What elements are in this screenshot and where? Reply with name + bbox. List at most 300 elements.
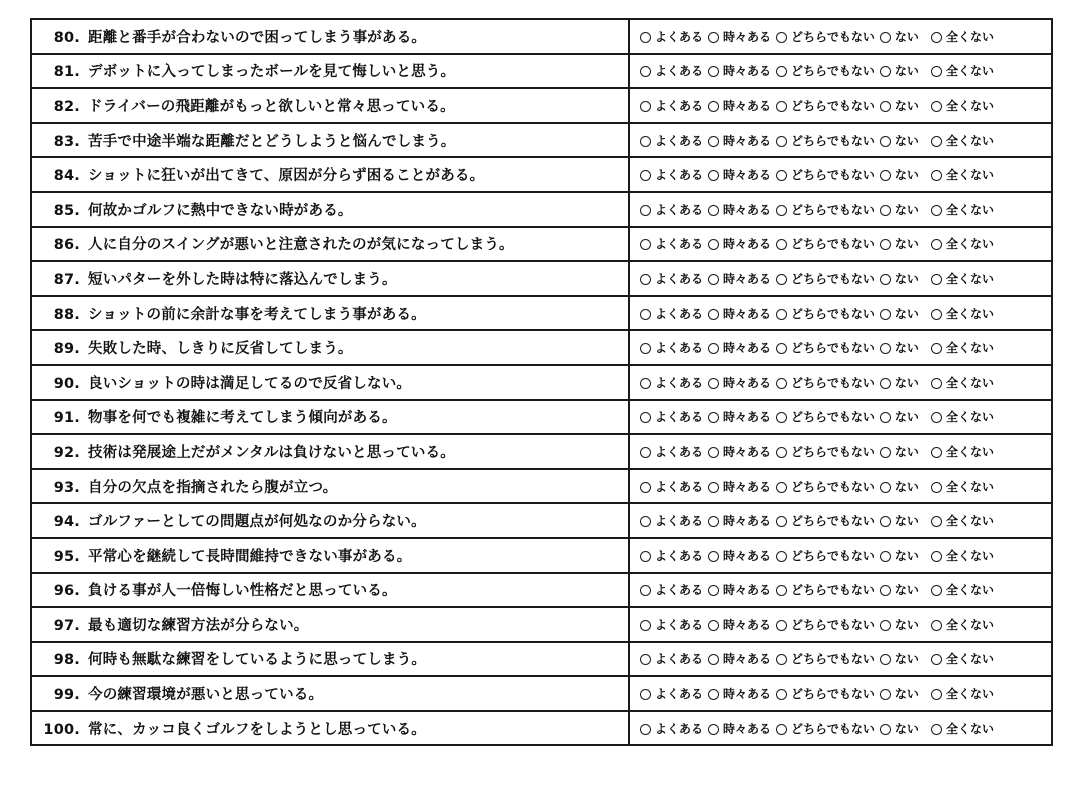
radio-circle-icon[interactable] (776, 724, 787, 735)
answer-option[interactable] (640, 374, 703, 391)
radio-circle-icon[interactable] (931, 170, 942, 181)
question-cell (31, 192, 629, 227)
question-text: 人に自分のスイングが悪いと注意されたのが気になってしまう。 (88, 237, 514, 254)
answer-option[interactable] (640, 28, 703, 45)
radio-circle-icon[interactable] (880, 274, 891, 285)
answer-option[interactable] (880, 235, 919, 252)
answer-option[interactable] (776, 270, 875, 287)
answer-option-label: 全くない (945, 64, 994, 79)
radio-circle-icon[interactable] (931, 343, 942, 354)
answer-option[interactable] (640, 132, 703, 149)
answer-option-label: どちらでもない (791, 375, 875, 390)
answer-option-label: 全くない (945, 410, 994, 425)
answer-option-label: どちらでもない (791, 202, 875, 217)
answer-option[interactable] (931, 685, 994, 702)
question-number: 95. (53, 548, 80, 565)
answer-options-cell (629, 192, 1052, 227)
question-number: 93. (53, 479, 80, 496)
question-cell (31, 607, 629, 642)
answer-option[interactable] (640, 685, 703, 702)
answer-option[interactable] (880, 28, 919, 45)
radio-circle-icon[interactable] (640, 551, 651, 562)
answer-option[interactable] (880, 581, 919, 598)
radio-circle-icon[interactable] (708, 378, 719, 389)
answer-option[interactable] (708, 305, 771, 322)
radio-circle-icon[interactable] (931, 620, 942, 631)
radio-circle-icon[interactable] (776, 66, 787, 77)
radio-circle-icon[interactable] (931, 689, 942, 700)
answer-option[interactable] (776, 408, 875, 425)
answer-option[interactable] (640, 478, 703, 495)
answer-option[interactable] (640, 270, 703, 287)
radio-circle-icon[interactable] (776, 412, 787, 423)
answer-option[interactable] (776, 443, 875, 460)
radio-circle-icon[interactable] (640, 620, 651, 631)
answer-option[interactable] (640, 235, 703, 252)
radio-circle-icon[interactable] (708, 654, 719, 665)
question-cell (31, 711, 629, 746)
radio-circle-icon[interactable] (880, 205, 891, 216)
answer-option[interactable] (931, 581, 994, 598)
answer-option-label: 時々ある (723, 652, 772, 667)
question-cell (31, 19, 629, 54)
question-row (31, 469, 1052, 504)
radio-circle-icon[interactable] (708, 412, 719, 423)
answer-option[interactable] (640, 408, 703, 425)
answer-options-cell (629, 296, 1052, 331)
radio-circle-icon[interactable] (708, 585, 719, 596)
radio-circle-icon[interactable] (880, 412, 891, 423)
answer-option[interactable] (640, 720, 703, 737)
question-text: 何時も無駄な練習をしているように思ってしまう。 (88, 652, 427, 669)
answer-option[interactable] (776, 166, 875, 183)
answer-option[interactable] (708, 235, 771, 252)
answer-option-label: ない (894, 133, 919, 148)
answer-option[interactable] (708, 478, 771, 495)
answer-option-label: 全くない (945, 514, 994, 529)
question-text: 最も適切な練習方法が分らない。 (88, 617, 309, 634)
answer-option[interactable] (708, 512, 771, 529)
radio-circle-icon[interactable] (931, 205, 942, 216)
answer-option[interactable] (708, 720, 771, 737)
radio-circle-icon[interactable] (776, 447, 787, 458)
answer-option-label: よくある (655, 271, 704, 286)
answer-option[interactable] (776, 28, 875, 45)
answer-option[interactable] (708, 650, 771, 667)
answer-options-cell (629, 538, 1052, 573)
answer-option[interactable] (931, 547, 994, 564)
radio-circle-icon[interactable] (931, 654, 942, 665)
radio-circle-icon[interactable] (880, 654, 891, 665)
radio-circle-icon[interactable] (776, 620, 787, 631)
answer-option-label: どちらでもない (791, 64, 875, 79)
answer-option[interactable] (931, 443, 994, 460)
answer-option[interactable] (776, 581, 875, 598)
question-text: 技術は発展途上だがメンタルは負けないと思っている。 (88, 444, 455, 461)
answer-option[interactable] (708, 201, 771, 218)
radio-circle-icon[interactable] (880, 343, 891, 354)
answer-option-label: 全くない (945, 306, 994, 321)
answer-option[interactable] (776, 339, 875, 356)
radio-circle-icon[interactable] (776, 654, 787, 665)
radio-circle-icon[interactable] (931, 551, 942, 562)
answer-option-label: ない (894, 479, 919, 494)
radio-circle-icon[interactable] (708, 689, 719, 700)
radio-circle-icon[interactable] (640, 482, 651, 493)
answer-option[interactable] (931, 62, 994, 79)
answer-options-cell (629, 88, 1052, 123)
radio-circle-icon[interactable] (776, 482, 787, 493)
answer-option[interactable] (931, 166, 994, 183)
answer-option[interactable] (880, 408, 919, 425)
answer-option-label: どちらでもない (791, 514, 875, 529)
answer-option[interactable] (931, 650, 994, 667)
answer-option[interactable] (640, 512, 703, 529)
answer-option[interactable] (880, 685, 919, 702)
radio-circle-icon[interactable] (776, 136, 787, 147)
question-number: 99. (53, 687, 80, 704)
radio-circle-icon[interactable] (640, 205, 651, 216)
answer-option-label: どちらでもない (791, 98, 875, 113)
answer-option[interactable] (931, 512, 994, 529)
answer-option[interactable] (640, 650, 703, 667)
radio-circle-icon[interactable] (640, 309, 651, 320)
radio-circle-icon[interactable] (880, 378, 891, 389)
radio-circle-icon[interactable] (708, 239, 719, 250)
radio-circle-icon[interactable] (640, 516, 651, 527)
answer-option[interactable] (931, 305, 994, 322)
answer-option[interactable] (880, 62, 919, 79)
answer-option[interactable] (776, 132, 875, 149)
radio-circle-icon[interactable] (708, 309, 719, 320)
radio-circle-icon[interactable] (708, 101, 719, 112)
answer-option[interactable] (708, 62, 771, 79)
radio-circle-icon[interactable] (880, 516, 891, 527)
answer-option[interactable] (776, 685, 875, 702)
question-row (31, 676, 1052, 711)
answer-option[interactable] (931, 408, 994, 425)
question-text: 何故かゴルフに熱中できない時がある。 (88, 202, 353, 219)
radio-circle-icon[interactable] (931, 412, 942, 423)
answer-option-label: 全くない (945, 617, 994, 632)
answer-option[interactable] (708, 408, 771, 425)
answer-option[interactable] (931, 720, 994, 737)
radio-circle-icon[interactable] (931, 66, 942, 77)
radio-circle-icon[interactable] (931, 724, 942, 735)
answer-option-label: 時々ある (723, 133, 772, 148)
radio-circle-icon[interactable] (640, 101, 651, 112)
question-number: 82. (53, 98, 80, 115)
question-cell (31, 573, 629, 608)
answer-option[interactable] (931, 201, 994, 218)
question-cell (31, 434, 629, 469)
radio-circle-icon[interactable] (931, 101, 942, 112)
radio-circle-icon[interactable] (880, 724, 891, 735)
radio-circle-icon[interactable] (776, 551, 787, 562)
answer-option-label: どちらでもない (791, 271, 875, 286)
answer-option-label: 時々ある (723, 687, 772, 702)
radio-circle-icon[interactable] (776, 101, 787, 112)
radio-circle-icon[interactable] (708, 136, 719, 147)
answer-option[interactable] (880, 166, 919, 183)
answer-option[interactable] (640, 581, 703, 598)
answer-option[interactable] (708, 166, 771, 183)
radio-circle-icon[interactable] (776, 239, 787, 250)
radio-circle-icon[interactable] (880, 309, 891, 320)
radio-circle-icon[interactable] (880, 170, 891, 181)
answer-option[interactable] (708, 547, 771, 564)
answer-option[interactable] (931, 235, 994, 252)
radio-circle-icon[interactable] (708, 620, 719, 631)
answer-option-label: どちらでもない (791, 548, 875, 563)
radio-circle-icon[interactable] (640, 378, 651, 389)
answer-option[interactable] (640, 547, 703, 564)
answer-option[interactable] (880, 478, 919, 495)
answer-option-label: 時々ある (723, 514, 772, 529)
answer-option[interactable] (931, 270, 994, 287)
answer-option-label: どちらでもない (791, 29, 875, 44)
radio-circle-icon[interactable] (880, 482, 891, 493)
radio-circle-icon[interactable] (931, 274, 942, 285)
radio-circle-icon[interactable] (776, 585, 787, 596)
answer-option[interactable] (880, 374, 919, 391)
question-text: ショットの前に余計な事を考えてしまう事がある。 (88, 306, 426, 323)
radio-circle-icon[interactable] (708, 482, 719, 493)
answer-option[interactable] (708, 28, 771, 45)
answer-option-label: よくある (655, 202, 704, 217)
answer-option[interactable] (776, 720, 875, 737)
radio-circle-icon[interactable] (708, 66, 719, 77)
answer-option-label: 全くない (945, 271, 994, 286)
radio-circle-icon[interactable] (640, 412, 651, 423)
answer-option-label: 全くない (945, 133, 994, 148)
answer-option[interactable] (640, 443, 703, 460)
radio-circle-icon[interactable] (931, 32, 942, 43)
answer-option-label: 時々ある (723, 721, 772, 736)
radio-circle-icon[interactable] (640, 170, 651, 181)
answer-option[interactable] (880, 97, 919, 114)
radio-circle-icon[interactable] (640, 585, 651, 596)
answer-option[interactable] (708, 685, 771, 702)
answer-options-cell (629, 54, 1052, 89)
answer-option-label: ない (894, 687, 919, 702)
answer-option[interactable] (931, 28, 994, 45)
answer-option[interactable] (880, 201, 919, 218)
radio-circle-icon[interactable] (640, 724, 651, 735)
answer-option-label: ない (894, 168, 919, 183)
answer-option-label: どちらでもない (791, 341, 875, 356)
radio-circle-icon[interactable] (640, 447, 651, 458)
radio-circle-icon[interactable] (708, 32, 719, 43)
answer-option[interactable] (776, 97, 875, 114)
answer-option[interactable] (776, 512, 875, 529)
answer-option[interactable] (880, 443, 919, 460)
answer-options-cell (629, 434, 1052, 469)
radio-circle-icon[interactable] (880, 239, 891, 250)
radio-circle-icon[interactable] (880, 32, 891, 43)
radio-circle-icon[interactable] (640, 689, 651, 700)
answer-option[interactable] (776, 201, 875, 218)
radio-circle-icon[interactable] (776, 343, 787, 354)
answer-option[interactable] (640, 339, 703, 356)
answer-option[interactable] (776, 478, 875, 495)
answer-option-label: どちらでもない (791, 687, 875, 702)
radio-circle-icon[interactable] (776, 170, 787, 181)
radio-circle-icon[interactable] (880, 136, 891, 147)
answer-option[interactable] (880, 270, 919, 287)
answer-option[interactable] (776, 235, 875, 252)
radio-circle-icon[interactable] (880, 620, 891, 631)
radio-circle-icon[interactable] (931, 378, 942, 389)
answer-option[interactable] (708, 97, 771, 114)
answer-option-label: 全くない (945, 479, 994, 494)
answer-option[interactable] (880, 547, 919, 564)
answer-option-label: 全くない (945, 341, 994, 356)
answer-option[interactable] (880, 616, 919, 633)
radio-circle-icon[interactable] (931, 447, 942, 458)
answer-option[interactable] (708, 132, 771, 149)
radio-circle-icon[interactable] (776, 205, 787, 216)
radio-circle-icon[interactable] (708, 274, 719, 285)
answer-option[interactable] (931, 97, 994, 114)
answer-option[interactable] (640, 62, 703, 79)
radio-circle-icon[interactable] (708, 447, 719, 458)
radio-circle-icon[interactable] (776, 309, 787, 320)
question-number: 87. (53, 271, 80, 288)
answer-option-label: どちらでもない (791, 583, 875, 598)
radio-circle-icon[interactable] (880, 447, 891, 458)
question-number: 92. (53, 444, 80, 461)
answer-option[interactable] (776, 547, 875, 564)
question-text: 良いショットの時は満足してるので反省しない。 (88, 375, 412, 392)
answer-option[interactable] (708, 339, 771, 356)
answer-option[interactable] (776, 305, 875, 322)
radio-circle-icon[interactable] (931, 239, 942, 250)
question-text: 常に、カッコ良くゴルフをしようとし思っている。 (88, 721, 426, 738)
answer-option[interactable] (880, 512, 919, 529)
answer-option[interactable] (880, 132, 919, 149)
radio-circle-icon[interactable] (776, 32, 787, 43)
answer-option-label: ない (894, 237, 919, 252)
radio-circle-icon[interactable] (776, 516, 787, 527)
question-row (31, 157, 1052, 192)
answer-option[interactable] (931, 374, 994, 391)
answer-option[interactable] (880, 720, 919, 737)
radio-circle-icon[interactable] (880, 585, 891, 596)
answer-options-cell (629, 365, 1052, 400)
radio-circle-icon[interactable] (708, 343, 719, 354)
radio-circle-icon[interactable] (640, 136, 651, 147)
answer-option[interactable] (880, 650, 919, 667)
answer-option-label: 時々ある (723, 237, 772, 252)
radio-circle-icon[interactable] (708, 724, 719, 735)
radio-circle-icon[interactable] (708, 551, 719, 562)
answer-option[interactable] (776, 650, 875, 667)
answer-options-cell (629, 711, 1052, 746)
answer-option-label: よくある (655, 341, 704, 356)
answer-option[interactable] (708, 374, 771, 391)
radio-circle-icon[interactable] (708, 170, 719, 181)
question-cell (31, 88, 629, 123)
answer-option-label: よくある (655, 514, 704, 529)
radio-circle-icon[interactable] (931, 482, 942, 493)
answer-option[interactable] (931, 132, 994, 149)
radio-circle-icon[interactable] (640, 654, 651, 665)
radio-circle-icon[interactable] (880, 66, 891, 77)
question-row (31, 642, 1052, 677)
radio-circle-icon[interactable] (776, 378, 787, 389)
answer-option[interactable] (931, 478, 994, 495)
answer-option-label: 全くない (945, 202, 994, 217)
radio-circle-icon[interactable] (931, 136, 942, 147)
answer-options-cell (629, 503, 1052, 538)
radio-circle-icon[interactable] (880, 551, 891, 562)
answer-option[interactable] (880, 305, 919, 322)
answer-option[interactable] (880, 339, 919, 356)
answer-option-label: ない (894, 548, 919, 563)
answer-option-label: どちらでもない (791, 721, 875, 736)
radio-circle-icon[interactable] (640, 32, 651, 43)
radio-circle-icon[interactable] (880, 101, 891, 112)
answer-option[interactable] (708, 616, 771, 633)
answer-option-label: よくある (655, 548, 704, 563)
answer-option-label: ない (894, 29, 919, 44)
question-row (31, 573, 1052, 608)
question-text: 短いパターを外した時は特に落込んでしまう。 (88, 271, 397, 288)
answer-option[interactable] (708, 270, 771, 287)
radio-circle-icon[interactable] (931, 516, 942, 527)
answer-option-label: 時々ある (723, 617, 772, 632)
answer-option-label: どちらでもない (791, 306, 875, 321)
answer-option-label: 時々ある (723, 583, 772, 598)
answer-option[interactable] (640, 616, 703, 633)
answer-option[interactable] (708, 443, 771, 460)
answer-option[interactable] (776, 374, 875, 391)
radio-circle-icon[interactable] (931, 309, 942, 320)
question-row (31, 261, 1052, 296)
radio-circle-icon[interactable] (708, 205, 719, 216)
answer-option[interactable] (776, 62, 875, 79)
answer-option[interactable] (708, 581, 771, 598)
answer-options-cell (629, 607, 1052, 642)
answer-option[interactable] (640, 166, 703, 183)
answer-option[interactable] (640, 305, 703, 322)
radio-circle-icon[interactable] (931, 585, 942, 596)
answer-option-label: 時々ある (723, 306, 772, 321)
answer-option[interactable] (931, 339, 994, 356)
radio-circle-icon[interactable] (880, 689, 891, 700)
question-text: ゴルファーとしての問題点が何処なのか分らない。 (88, 514, 426, 531)
question-cell (31, 261, 629, 296)
answer-option[interactable] (640, 97, 703, 114)
answer-option[interactable] (931, 616, 994, 633)
question-text: ドライバーの飛距離がもっと欲しいと常々思っている。 (88, 98, 455, 115)
answer-option-label: よくある (655, 168, 704, 183)
radio-circle-icon[interactable] (640, 343, 651, 354)
question-row (31, 365, 1052, 400)
radio-circle-icon[interactable] (640, 239, 651, 250)
question-text: 物事を何でも複雑に考えてしまう傾向がある。 (88, 410, 397, 427)
radio-circle-icon[interactable] (776, 274, 787, 285)
radio-circle-icon[interactable] (776, 689, 787, 700)
answer-option-label: 全くない (945, 168, 994, 183)
radio-circle-icon[interactable] (708, 516, 719, 527)
answer-option[interactable] (640, 201, 703, 218)
radio-circle-icon[interactable] (640, 66, 651, 77)
answer-option-label: 全くない (945, 583, 994, 598)
answer-option[interactable] (776, 616, 875, 633)
radio-circle-icon[interactable] (640, 274, 651, 285)
